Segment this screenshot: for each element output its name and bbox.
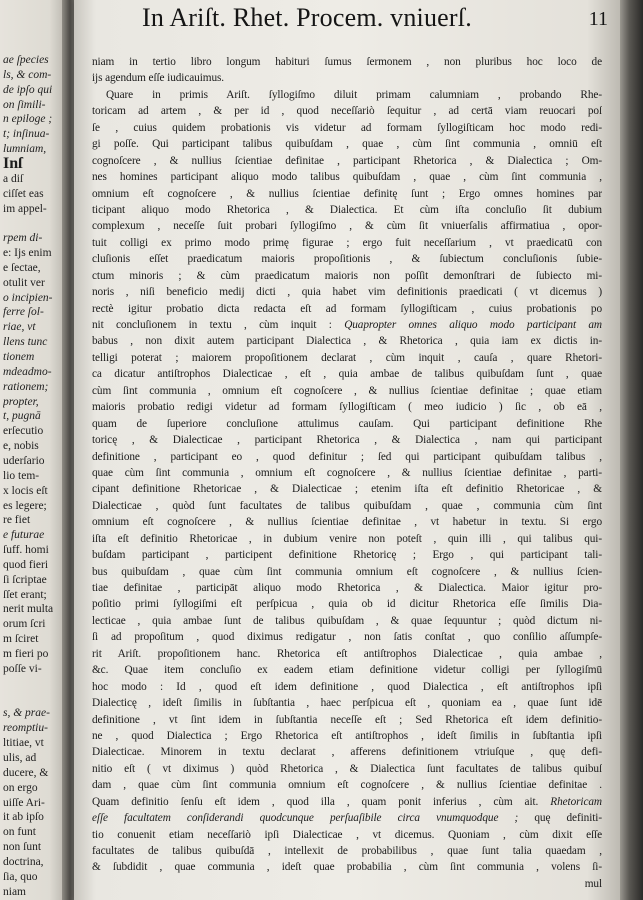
facing-page-line: otulit ver [3, 276, 45, 289]
facing-page-line: on ergo [3, 781, 38, 794]
text-line: telligi poterat ; maiorem propoſitionem declarat , cùm inquit , cauſa , quare Rhetori- [92, 351, 602, 364]
facing-page-line: it ab ipſo [3, 811, 44, 824]
facing-page-line: llens tunc [3, 336, 48, 349]
facing-page-line: e, nobis [3, 440, 39, 453]
text-line: Dialecticę , ideſt ſimilis in ſubſtantia , haec perſpicua eſt , quoniam ea , quae ſunt idē [92, 697, 602, 710]
text-line: ne , quod Dialectica ; Ergo Rhetorica eſt antiſtrophos , ideſt ſimilis in ſubſtantia ipſi [92, 729, 602, 742]
facing-page-line: mdeadmo- [3, 365, 52, 378]
text-line: tiae definitae , participāt aliquo modo Rhetorica , & Dialectica. Maior igitur pro- [92, 582, 602, 594]
text-line: nitio eſt ( vt diximus ) quòd Rhetorica , & Dialectica ſunt facultates de talibus quibuſ [92, 762, 602, 775]
facing-page-line: ae ſpecies [3, 54, 49, 66]
facing-page-line: ſi ſcriptae [3, 573, 47, 586]
facing-page-line: erſecutio [3, 425, 44, 438]
text-line: poſitio primi ſyllogiſmi eſt perſpicua , quia ob id dicitur Rhetorica eſſe ſimilis Dia- [92, 598, 602, 611]
text-line: buſdam participant , participent definitione Rhetoricę ; Ergo , qui participant tali- [92, 549, 602, 562]
facing-page-line: uiſſe Ari- [3, 796, 45, 809]
text-line: tuit colligi ex primo modo primę figurae ; ergo fuit neceſſarium , vt praedicatū con [92, 236, 602, 249]
text-line: definitione , vt ſint idem in ſubſtantia neceſſe eſt ; Sed Rhetorica eſt idem definitio- [92, 713, 602, 726]
facing-page-line: reomptiu- [3, 722, 48, 735]
facing-page-line: ulis, ad [3, 751, 37, 764]
text-line: Quam definitio ſenſu eſt idem , quod illa , quam ponit inferius , cùm ait. Rhetoricam [92, 795, 602, 808]
text-line: nes homines participant aliquo modo talibus quibuſdam , quae , cùm ſint communia , [92, 171, 602, 184]
text-line: cognoſcere , & nullius ſcientiae definitae , participant Rhetorica , & Dialectica ; Om- [92, 154, 602, 167]
facing-page-line: non ſunt [3, 841, 42, 854]
facing-page-line: quod fieri [3, 558, 49, 571]
page-number: 11 [588, 8, 608, 30]
text-line: maioris probatio redigi videtur ad formam ſyllogiſticam ( meo iudicio ) ſic , ob eā , [92, 401, 602, 414]
facing-page-line: s, & prae- [3, 707, 50, 720]
facing-page-line: es legere; [3, 499, 47, 512]
facing-page-line: ſuff. homi [3, 544, 49, 557]
text-line: quam de ſuperiore concluſione attulimus cauſam. Qui participant definitione Rhe [92, 417, 602, 430]
book-page [74, 0, 620, 900]
text-line: ſe , cuius quidem probationis vis videtur ad formam ſyllogiſticam hoc modo redi- [92, 121, 602, 134]
text-line: omnium eſt cognoſcere , & nullius ſcientiae definitae , vt habetur in textu. Si ergo [92, 516, 602, 529]
text-line: babus , non dixit autem participant Dialectica , & Rhetorica , quia iam ex dictis in- [92, 335, 602, 348]
facing-page-line: m ſciret [3, 633, 39, 646]
text-line: Dialecticae , quòd ſunt facultates de talibus quibuſdam , quae , communia cùm ſint [92, 499, 602, 512]
text-line: noris , niſi beneficio medij dicti , quia habet vim definitionis praedicati ( vt dicemus ) [92, 286, 602, 299]
facing-page-line: lumniam, [3, 143, 47, 156]
text-line: complexum , neceſſe ſuit probari ſyllogiſmo , & cùm ſit vniuerſalis affirmatiua , opor- [92, 220, 602, 233]
text-line: gi poſſe. Qui participant talibus quibuſdam , quae , cùm ſint communia , omniū eſt [92, 138, 602, 151]
text-line: facultates de talibus quibuſdā , intellexit de probabilibus , quae ſunt talia quaedam , [92, 845, 602, 857]
text-line: cipant definitione Rhetoricae , & Dialecticae ; etenim iſta eſt definitio Rhetoricae , & [92, 483, 602, 496]
text-line: definitione , participant eo , quod definitur ; ſed qui participant quibuſdam talibus , [92, 450, 602, 463]
facing-page-line: ltitiae, vt [3, 737, 44, 750]
facing-page-line: doctrina, [3, 855, 44, 868]
facing-page-line: tionem [3, 351, 35, 363]
text-line: &c. Quae item concluſio ex eadem etiam definitione videtur colligi per ſyllogiſmū [92, 664, 602, 677]
text-line: cluſionis eſſet praedicatum maioris propoſitionis , & ſubiectum concluſionis ſubie- [92, 253, 602, 266]
book-edge [620, 0, 643, 900]
text-line: rectè igitur probatio dicta redacta eſt ad formam ſyllogiſticam , cuius probationis po [92, 302, 602, 315]
facing-page-line: orum ſcri [3, 618, 46, 631]
facing-page-line: rpem di- [3, 232, 43, 245]
facing-page-line: riae, vt [3, 321, 36, 334]
facing-page-fragment [0, 0, 66, 900]
facing-page-line: ciſſet eas [3, 187, 44, 200]
text-line: dam , quae cùm ſint communia omnium eſt cognoſcere , & nullius ſcientiae definitae . [92, 779, 602, 792]
facing-page-line: im appel- [3, 202, 47, 215]
text-line: ca dicatur antiſtrophos Dialecticae , eſt , quia ambae de talibus quibuſdam ſunt , quae [92, 368, 602, 381]
text-line: & ſubdidit , quae communia , ideſt quae probabilia , cùm ſint communia , volens ſi- [92, 861, 602, 874]
facing-page-line: a diſ [3, 172, 24, 185]
text-line: rit Ariſt. propoſitionem hanc. Rhetorica eſt antiſtrophos Dialecticae , quia ambae , [92, 647, 602, 660]
facing-page-line: re fiet [3, 514, 31, 527]
text-line: niam in tertio libro longum habituri ſumus ſermonem , non pluribus hoc loco de [92, 56, 602, 68]
facing-page-line: on ſimili- [3, 98, 46, 111]
text-line: mul [584, 877, 602, 890]
facing-page-line: t; inſinua- [3, 128, 50, 141]
text-line: iſta eſt definitio Rhetoricae , in dubium venire non poteſt , quin illi , qui talibus qui- [92, 532, 602, 545]
text-line: Dialecticae. Minorem in textu declarat , afferens definitionem vtriuſque , quę defi- [92, 746, 602, 759]
text-line: lecticae , quia ambae ſunt de talibus quibuſdam , & quae ſequuntur ; quòd dictum ni- [92, 614, 602, 627]
text-line: cùm ſint communia , omnium eſt cognoſcere , & nullius ſcientiae definitae ; quae etiam [92, 384, 602, 397]
text-line: omnium eſt cognoſcere , & nullius ſcientiae definitę ſunt ; Ergo omnes homines par [92, 187, 602, 200]
facing-page-line: ſſet erant; [3, 588, 47, 601]
facing-page-line: t, pugnā [3, 410, 41, 423]
facing-page-line: ſia, quo [3, 870, 38, 883]
facing-page-line: m fieri po [3, 648, 49, 660]
facing-page-line: ducere, & [3, 766, 49, 779]
text-line: nit concluſionem in textu , cùm inquit : Quapropter omnes aliquo modo participant am [92, 319, 602, 331]
facing-page-line: n epiloge ; [3, 113, 53, 126]
text-line: bus quibuſdam , quae cùm ſint communia omnium eſt cognoſcere , & nullius ſcien- [92, 565, 602, 578]
page-header [74, 0, 620, 44]
body-text [92, 54, 602, 892]
facing-page-line: lio tem- [3, 469, 40, 482]
facing-page-line: poſſe vi- [3, 662, 42, 675]
facing-page-line: niam [3, 885, 26, 898]
facing-page-line: Inſ [3, 155, 23, 172]
facing-page-line: ls, & com- [3, 68, 52, 81]
facing-page-line: rationem; [3, 380, 49, 393]
text-line: tio conuenit etiam neceſſariò ipſi Dialecticae , vt dicemus. Quoniam , cùm dixit eſſe [92, 828, 602, 841]
facing-page-line: nerit multa [3, 603, 54, 616]
running-title: In Ariſt. Rhet. Procem. vniuerſ. [142, 3, 472, 32]
text-line: ſi ad propoſitum , quod diximus redigatur , non ſatis conſtat , quo conſilio aſſumpſe- [92, 631, 602, 644]
text-line: hoc modo : Id , quod eſt idem definitione , quod Dialectica , eſt antiſtrophos ipſi [92, 680, 602, 693]
facing-page-line: e ſectae, [3, 261, 41, 274]
text-line: ctum minoris ; & cùm praedicatum maioris non poſſit demonſtrari de ſubiecto mi- [92, 269, 602, 282]
facing-page-line: o incipien- [3, 291, 53, 304]
text-line: eſſe facultatem conſiderandi quodcunque perſuaſibile circa vnumquodque ; quę definiti- [92, 812, 602, 825]
text-line: Quare in primis Ariſt. ſyllogiſmo diluit primam calumniam , probando Rhe- [106, 88, 602, 101]
facing-page-line: x locis eſt [3, 484, 48, 497]
facing-page-line: propter, [3, 395, 39, 408]
text-line: toricę , & Dialecticae , participant Rhetorica , & Dialectica , nam qui participant [92, 434, 602, 447]
text-line: ijs agendum eſſe iudicauimus. [92, 72, 225, 85]
facing-page-line: ferre ſol- [3, 306, 44, 319]
text-line: quae cùm ſint communia , omnium eſt cognoſcere , & nullius ſcientiae definitae , parti- [92, 466, 602, 479]
facing-page-line: e futurae [3, 529, 45, 542]
facing-page-line: de ipſo qui [3, 83, 53, 96]
facing-page-line: uderſario [3, 454, 45, 467]
facing-page-line: e: Ijs enim [3, 247, 52, 260]
text-line: toricam ad artem , & per id , quod neceſſariò ſequitur , ad certā viam reuocari poſ [92, 105, 602, 118]
facing-page-line: on funt [3, 826, 36, 839]
text-line: ticipant aliquo modo Rhetorica , & Dialectica. Et cùm iſta concluſio ſit dubium [92, 203, 602, 216]
